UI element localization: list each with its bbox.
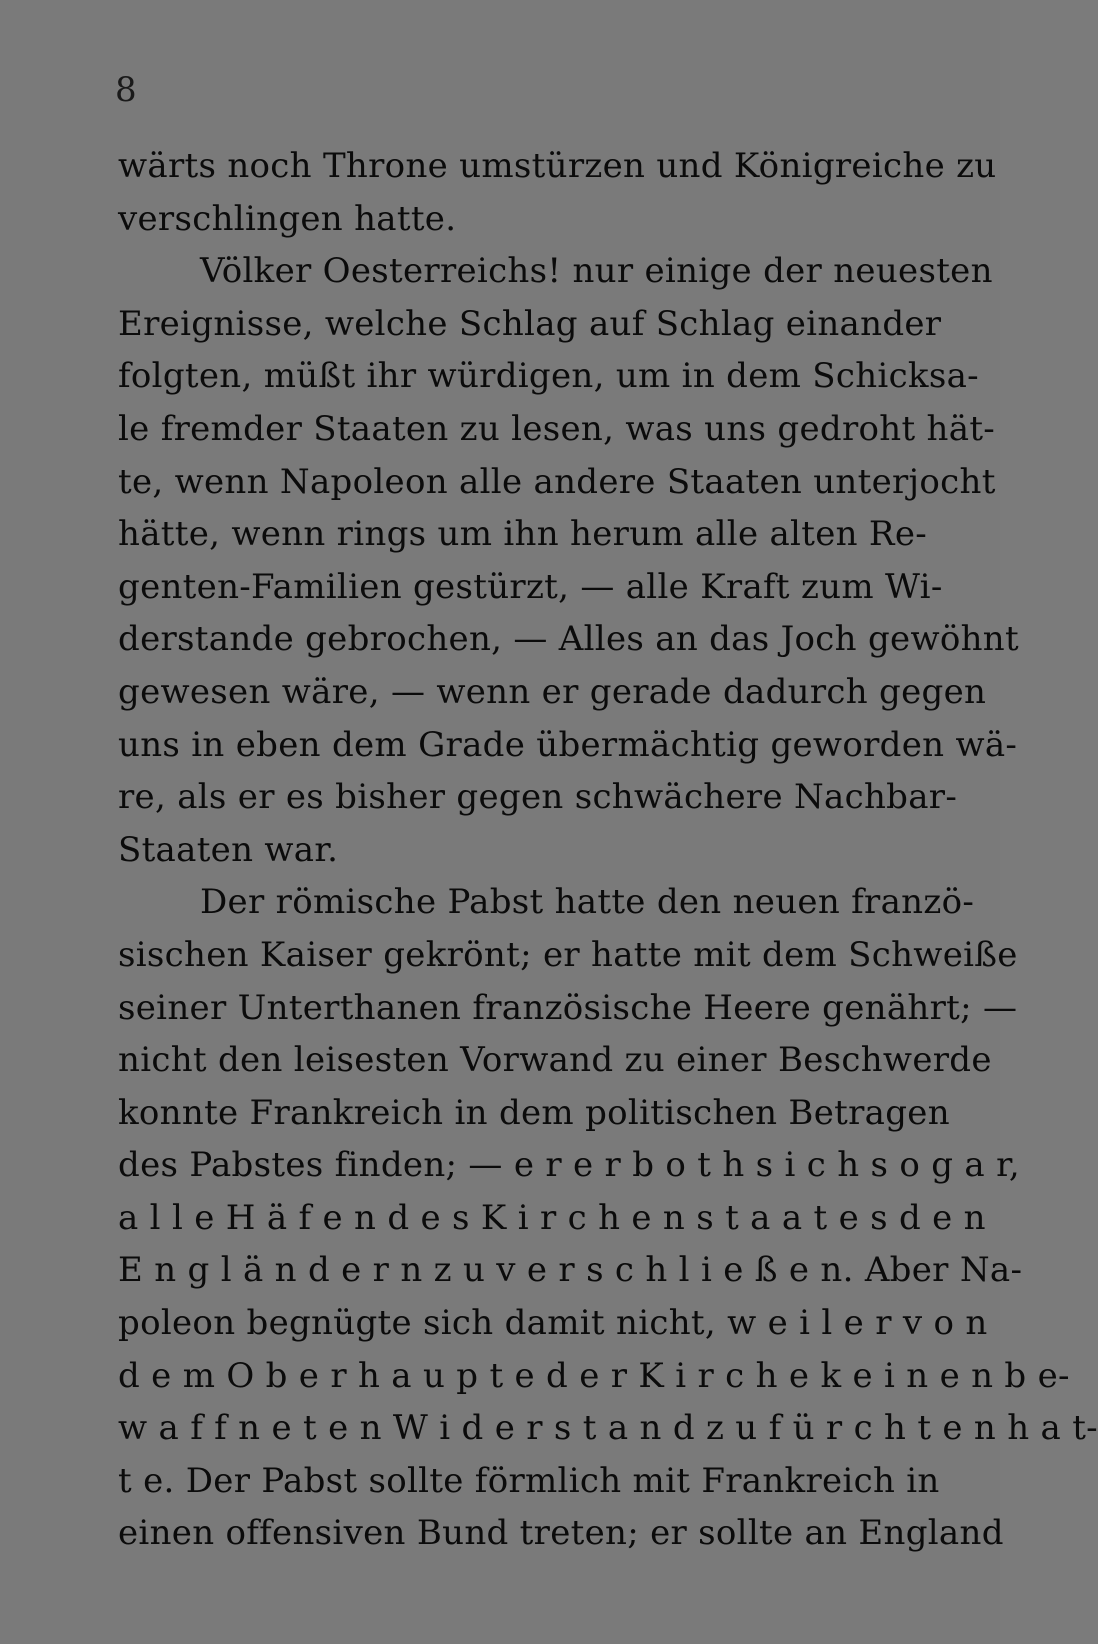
text-line: uns in eben dem Grade übermächtig geworden wä- xyxy=(118,724,1018,765)
body-text xyxy=(118,140,1098,1560)
text-line: verschlingen hatte. xyxy=(118,198,457,239)
text-line: sischen Kaiser gekrönt; er hatte mit dem Schweiße xyxy=(118,934,1018,975)
text-line: folgten, müßt ihr würdigen, um in dem Schicksa- xyxy=(118,356,979,397)
text-line: le fremder Staaten zu lesen, was uns gedroht hät- xyxy=(118,408,996,449)
text-line: poleon begnügte sich damit nicht, w e i l e r v o n xyxy=(118,1303,988,1344)
text-line: te, wenn Napoleon alle andere Staaten unterjocht xyxy=(118,461,996,502)
text-line: Der römische Pabst hatte den neuen franzö- xyxy=(200,882,975,923)
text-line: hätte, wenn rings um ihn herum alle alten Re- xyxy=(118,514,928,555)
text-line: Staaten war. xyxy=(118,829,339,870)
text-line: derstande gebrochen, — Alles an das Joch gewöhnt xyxy=(118,619,1019,660)
text-line: gewesen wäre, — wenn er gerade dadurch gegen xyxy=(118,671,987,712)
text-line: genten-Familien gestürzt, — alle Kraft zum Wi- xyxy=(118,566,943,607)
text-line: wärts noch Throne umstürzen und Königreiche zu xyxy=(118,146,997,186)
text-line: Völker Oesterreichs! nur einige der neuesten xyxy=(200,251,993,292)
text-line: seiner Unterthanen französische Heere genährt; — xyxy=(118,987,1018,1028)
text-line: einen offensiven Bund treten; er sollte an England xyxy=(118,1513,1004,1554)
text-line: konnte Frankreich in dem politischen Betragen xyxy=(118,1092,950,1133)
text-line: a l l e H ä f e n d e s K i r c h e n s t a a t e s d e n xyxy=(118,1197,986,1238)
text-line: re, als er es bisher gegen schwächere Nachbar- xyxy=(118,777,958,818)
text-line: t e. Der Pabst sollte förmlich mit Frankreich in xyxy=(118,1460,940,1501)
text-line: Ereignisse, welche Schlag auf Schlag einander xyxy=(118,303,942,344)
page-number: 8 xyxy=(115,70,137,110)
text-line: nicht den leisesten Vorwand zu einer Beschwerde xyxy=(118,1040,992,1081)
text-line: d e m O b e r h a u p t e d e r K i r c h e k e i n e n b e- xyxy=(118,1355,1070,1396)
text-line: w a f f n e t e n W i d e r s t a n d z u f ü r c h t e n h a t- xyxy=(118,1408,1098,1449)
text-line: E n g l ä n d e r n z u v e r s c h l i e ß e n. Aber Na- xyxy=(118,1250,1023,1291)
text-line: des Pabstes finden; — e r e r b o t h s i c h s o g a r, xyxy=(118,1145,1021,1186)
